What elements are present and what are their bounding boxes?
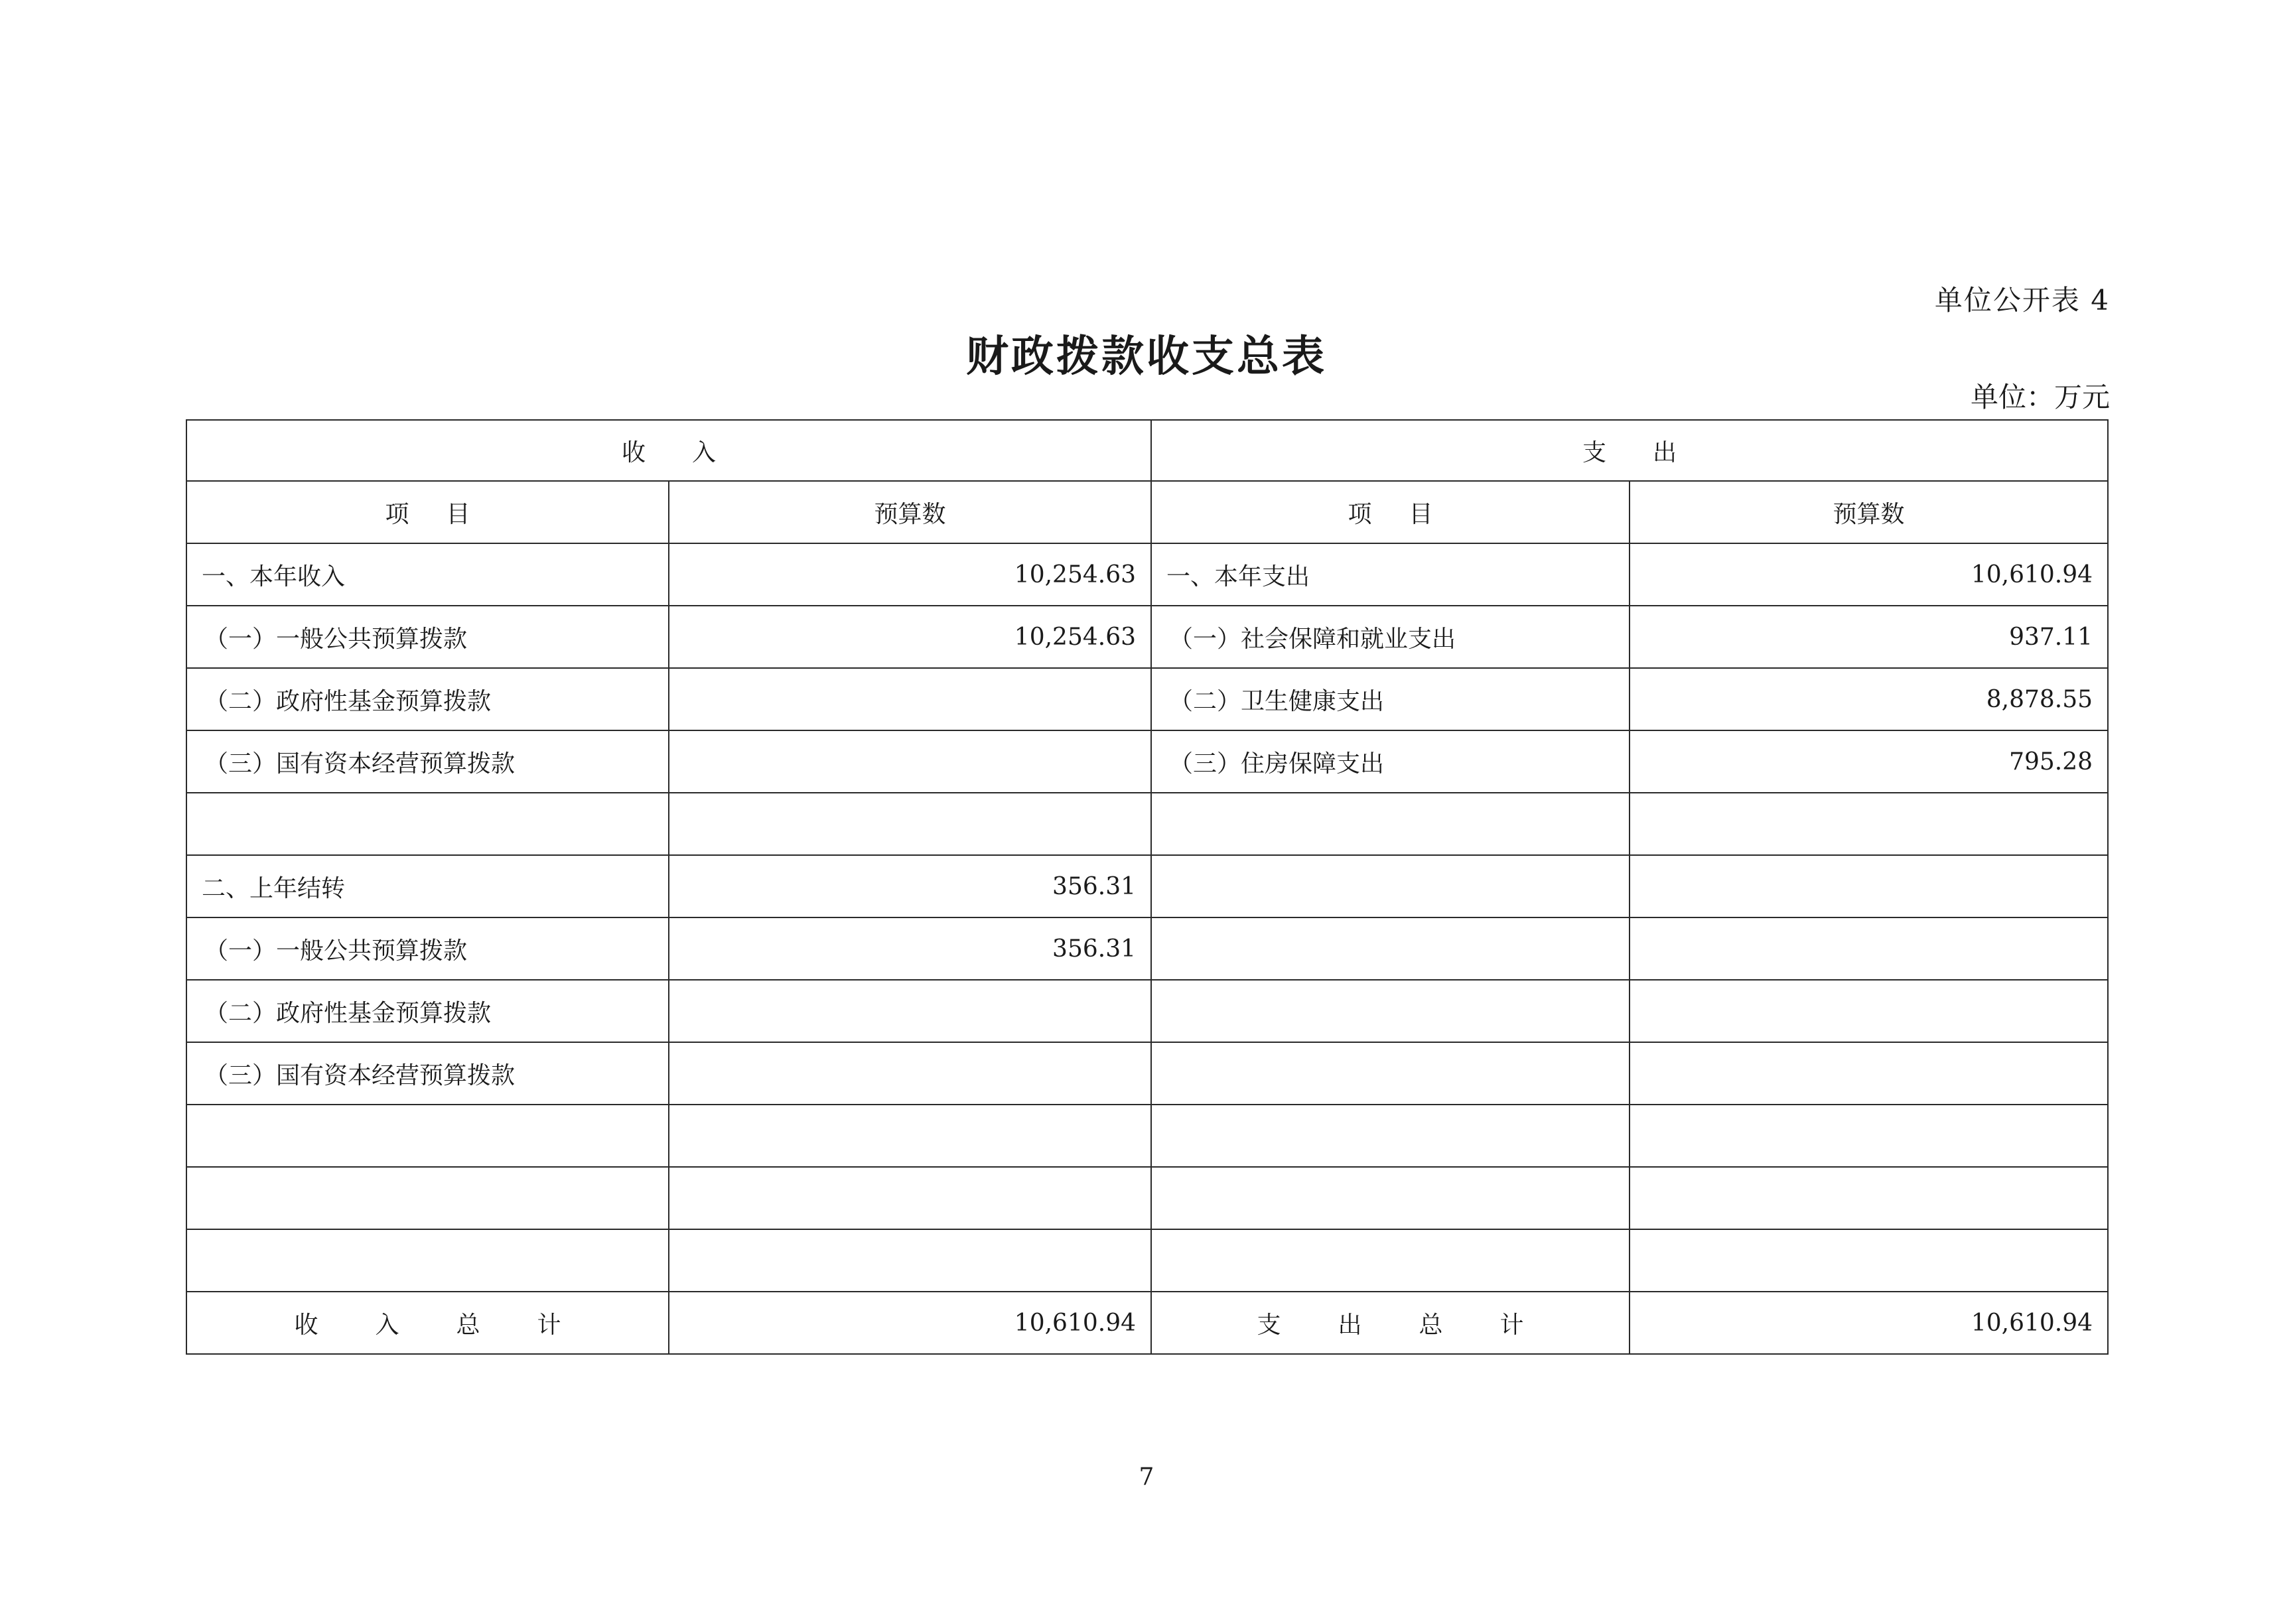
- expenditure-item-cell: [1151, 1167, 1630, 1229]
- expenditure-value-cell: [1630, 917, 2108, 980]
- table-row: [186, 980, 2108, 1042]
- expenditure-item-cell: [1151, 855, 1630, 917]
- income-value-cell: [669, 793, 1151, 855]
- expenditure-value-cell: [1630, 1105, 2108, 1167]
- expenditure-value-cell: 8,878.55: [1630, 668, 2108, 730]
- income-value-cell: [669, 668, 1151, 730]
- expenditure-value-cell: [1630, 1229, 2108, 1292]
- expenditure-value-cell: 795.28: [1630, 730, 2108, 793]
- income-item-cell: [186, 1105, 669, 1167]
- table-row: [186, 1167, 2108, 1229]
- income-item-cell: （二）政府性基金预算拨款: [186, 980, 669, 1042]
- income-value-cell: 10,254.63: [669, 606, 1151, 668]
- table-row: [186, 1042, 2108, 1105]
- income-value-cell: [669, 1105, 1151, 1167]
- table-row: [186, 668, 2108, 730]
- income-value-cell: [669, 1229, 1151, 1292]
- expenditure-item-cell: [1151, 1042, 1630, 1105]
- table-row: [186, 1229, 2108, 1292]
- income-item-cell: 二、上年结转: [186, 855, 669, 917]
- expenditure-item-cell: （一）社会保障和就业支出: [1151, 606, 1630, 668]
- income-value-cell: 356.31: [669, 855, 1151, 917]
- table-row: [186, 543, 2108, 606]
- expenditure-section-header: 支出: [1151, 420, 2108, 481]
- section-header-row: [186, 420, 2108, 481]
- expenditure-item-cell: （三）住房保障支出: [1151, 730, 1630, 793]
- expenditure-value-cell: [1630, 793, 2108, 855]
- income-section-header: 收入: [186, 420, 1151, 481]
- table-row: [186, 606, 2108, 668]
- table-row: [186, 1105, 2108, 1167]
- expenditure-item-cell: [1151, 793, 1630, 855]
- unit-label: 单位：万元: [1970, 381, 2110, 413]
- expenditure-value-cell: [1630, 855, 2108, 917]
- expenditure-value-cell: 937.11: [1630, 606, 2108, 668]
- income-budget-header: 预算数: [669, 481, 1151, 543]
- income-item-cell: [186, 793, 669, 855]
- expenditure-value-cell: 10,610.94: [1630, 543, 2108, 606]
- income-item-cell: 一、本年收入: [186, 543, 669, 606]
- income-value-cell: 10,254.63: [669, 543, 1151, 606]
- expenditure-budget-header: 预算数: [1630, 481, 2108, 543]
- table-row: [186, 730, 2108, 793]
- document-title: 财政拨款收支总表: [966, 332, 1327, 381]
- income-total-label: 收入总计: [186, 1292, 669, 1354]
- income-total-value: 10,610.94: [669, 1292, 1151, 1354]
- table-row: [186, 917, 2108, 980]
- expenditure-item-cell: 一、本年支出: [1151, 543, 1630, 606]
- income-item-cell: （三）国有资本经营预算拨款: [186, 730, 669, 793]
- income-item-cell: （二）政府性基金预算拨款: [186, 668, 669, 730]
- income-value-cell: [669, 1042, 1151, 1105]
- expenditure-value-cell: [1630, 1167, 2108, 1229]
- expenditure-item-cell: [1151, 980, 1630, 1042]
- income-item-cell: [186, 1229, 669, 1292]
- column-header-row: [186, 481, 2108, 543]
- income-item-cell: [186, 1167, 669, 1229]
- expenditure-item-header: 项目: [1151, 481, 1630, 543]
- income-value-cell: [669, 1167, 1151, 1229]
- income-item-header: 项目: [186, 481, 669, 543]
- income-item-cell: （三）国有资本经营预算拨款: [186, 1042, 669, 1105]
- totals-row: [186, 1292, 2108, 1354]
- expenditure-value-cell: [1630, 1042, 2108, 1105]
- expenditure-value-cell: [1630, 980, 2108, 1042]
- budget-table: [186, 419, 2109, 1355]
- expenditure-item-cell: [1151, 1229, 1630, 1292]
- expenditure-item-cell: [1151, 917, 1630, 980]
- expenditure-total-value: 10,610.94: [1630, 1292, 2108, 1354]
- table-row: [186, 793, 2108, 855]
- page-number: 7: [1139, 1463, 1154, 1491]
- income-value-cell: [669, 980, 1151, 1042]
- table-number-label: 单位公开表 4: [1934, 284, 2110, 316]
- income-item-cell: （一）一般公共预算拨款: [186, 606, 669, 668]
- income-value-cell: [669, 730, 1151, 793]
- table-row: [186, 855, 2108, 917]
- expenditure-item-cell: [1151, 1105, 1630, 1167]
- income-item-cell: （一）一般公共预算拨款: [186, 917, 669, 980]
- expenditure-item-cell: （二）卫生健康支出: [1151, 668, 1630, 730]
- expenditure-total-label: 支出总计: [1151, 1292, 1630, 1354]
- income-value-cell: 356.31: [669, 917, 1151, 980]
